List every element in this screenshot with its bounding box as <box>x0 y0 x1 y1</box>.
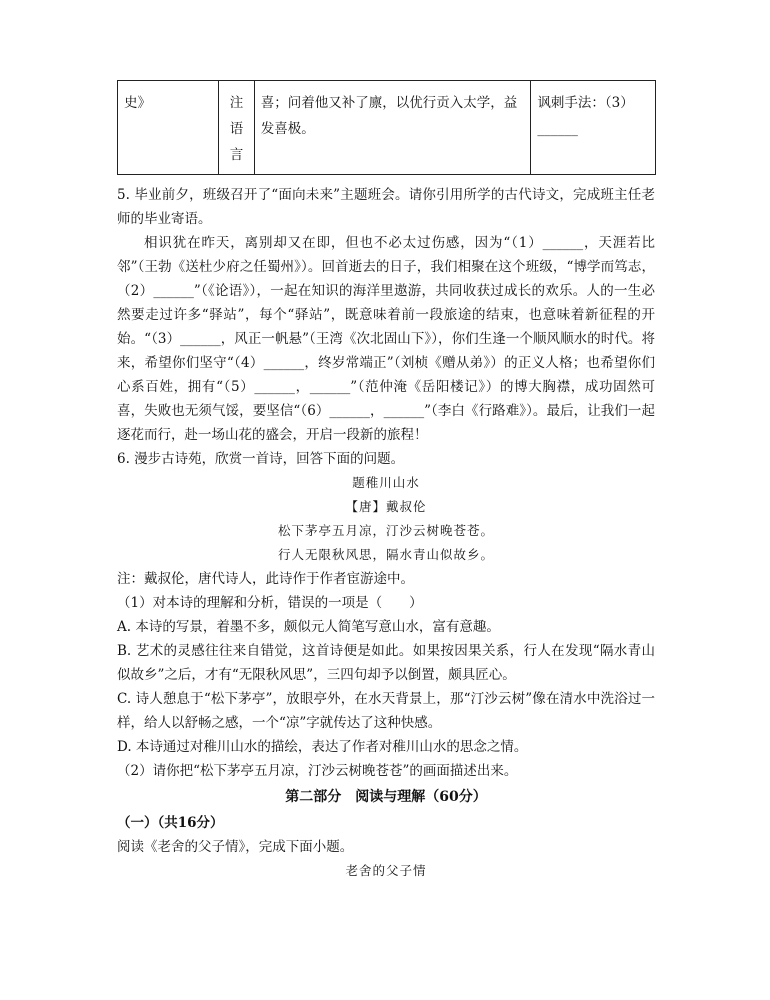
table-row <box>118 81 656 175</box>
question-5-passage: 相识犹在昨天，离别却又在即，但也不必太过伤感，因为“（1）______，天涯若比邻”（王勃《送杜少府之任蜀州》）。回首逝去的日子，我们相聚在这个班级，“博学而笃志，（2）______”（《论语》），一起在知识的海洋里遨游，共同收获过成长的欢乐。人的一生必然要走过许多“驿站”，每个“驿站”，既意味着前一段旅途的结束，也意味着新征程的开始。“（3）______，风正一帆悬”（王湾《次北固山下》），你们生逢一个顺风顺水的时代。将来，希望你们坚守“（4）______，终岁常端正”（刘桢《赠从弟》）的正义人格；也希望你们心系百姓，拥有“（5）______，______”（范仲淹《岳阳楼记》）的博大胸襟，成功固然可喜，失败也无须气馁，要坚信“（6）______，______”（李白《行路难》）。最后，让我们一起逐花而行，赴一场山花的盛会，开启一段新的旅程！ <box>117 235 655 443</box>
category-char: 言 <box>229 147 244 163</box>
category-char: 语 <box>229 121 244 137</box>
question-5-intro: 5. 毕业前夕，班级召开了“面向未来”主题班会。请你引用所学的古代诗文，完成班主任老师的毕业寄语。 <box>117 187 655 227</box>
option-c: C. 诗人憩息于“松下茅亭”，放眼亭外，在水天背景上，那“汀沙云树”像在清水中洗浴过一样，给人以舒畅之感，一个“凉”字就传达了这种快感。 <box>117 691 655 731</box>
option-a: A. 本诗的写景，着墨不多，颇似元人简笔写意山水，富有意趣。 <box>117 619 500 635</box>
poem-author: 【唐】戴叔伦 <box>345 499 427 514</box>
poem-title: 题稚川山水 <box>352 475 420 490</box>
section-one-heading: （一）（共16分） <box>117 815 224 831</box>
option-d: D. 本诗通过对稚川山水的描绘，表达了作者对稚川山水的思念之情。 <box>117 739 528 755</box>
question-6-sub-2: （2）请你把“松下茅亭五月凉，汀沙云树晚苍苍”的画面描述出来。 <box>117 763 518 779</box>
option-b: B. 艺术的灵感往往来自错觉，这首诗便是如此。如果按因果关系，行人在发现“隔水青山似故乡”之后，才有“无限秋风思”，三四句却予以倒置，颇具匠心。 <box>117 643 655 683</box>
question-6-sub-1: （1）对本诗的理解和分析，错误的一项是（ ） <box>117 595 423 611</box>
poem-note: 注：戴叔伦，唐代诗人，此诗作于作者宦游途中。 <box>117 571 414 587</box>
part-two-heading: 第二部分 阅读与理解（60分） <box>285 789 487 805</box>
main-content <box>117 183 655 883</box>
article-title: 老舍的父子情 <box>345 863 427 878</box>
table-cell-quote: 喜；问着他又补了廪，以优行贡入太学，益发喜极。 <box>254 81 531 175</box>
table-cell-category <box>219 81 254 175</box>
poem-line-1: 松下茅亭五月凉，汀沙云树晚苍苍。 <box>277 523 494 538</box>
question-6-intro: 6. 漫步古诗苑，欣赏一首诗，回答下面的问题。 <box>117 451 405 467</box>
reading-instruction: 阅读《老舍的父子情》，完成下面小题。 <box>117 839 354 855</box>
category-char: 注 <box>229 95 244 111</box>
table-cell-source: 史》 <box>118 81 219 175</box>
table-cell-technique: 讽刺手法：（3）______ <box>531 81 656 175</box>
table-continuation <box>117 80 656 175</box>
poem-line-2: 行人无限秋风思，隔水青山似故乡。 <box>277 547 494 562</box>
